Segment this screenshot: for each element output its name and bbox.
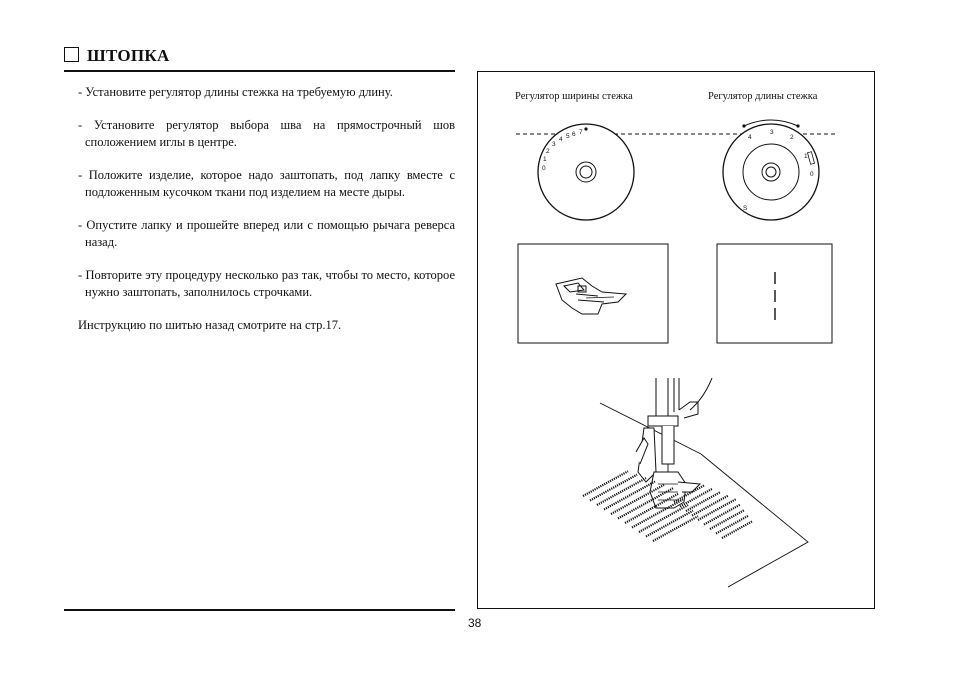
page-title — [64, 46, 170, 66]
instructions-block — [78, 84, 455, 350]
length-dial-mark: 4 — [748, 134, 752, 141]
width-dial-mark: 2 — [546, 148, 550, 155]
darning-stitch-row — [604, 481, 655, 509]
width-dial-mark: 7 — [579, 129, 583, 136]
instruction-step: - Положите изделие, которое надо заштопать, под лапку вместе с подложенным кусочком ткани под изделием на месте дыры. — [78, 168, 455, 199]
illustration-panel — [477, 71, 875, 609]
length-dial-mark: 2 — [790, 134, 794, 141]
width-dial-label: Регулятор ширины стежка — [515, 91, 633, 102]
checkbox-square-icon — [64, 47, 79, 62]
instruction-note: Инструкцию по шитью назад смотрите на стр.17. — [78, 318, 342, 332]
width-dial-mark: 3 — [552, 141, 556, 148]
width-dial-indicator-dot — [584, 127, 587, 130]
darning-illustration — [600, 378, 808, 587]
darning-stitch-row — [722, 522, 752, 539]
presser-foot-panel — [518, 244, 668, 343]
length-dial-mark: 3 — [770, 129, 774, 136]
darning-stitch-row — [698, 499, 736, 520]
width-dial-mark: 6 — [572, 131, 576, 138]
width-dial-mark: 4 — [559, 136, 563, 143]
stitch-width-dial — [538, 124, 634, 220]
width-dial-mark: 0 — [542, 165, 546, 172]
length-dial-mark: 0 — [810, 171, 814, 178]
darning-stitch-row — [639, 505, 688, 532]
page-number: 38 — [468, 616, 482, 630]
instruction-step: - Повторите эту процедуру несколько раз так, чтобы то место, которое нужно заштопать, заполнилось строчками. — [78, 268, 455, 299]
stitch-pattern-panel — [717, 244, 832, 343]
title-underline — [64, 70, 455, 72]
stitch-length-dial — [723, 120, 819, 220]
illustration-svg — [478, 72, 876, 610]
length-dial-label: Регулятор длины стежка — [708, 91, 818, 102]
length-dial-mark: S — [743, 205, 748, 212]
darning-stitch-row — [716, 516, 748, 534]
darning-stitch-row — [597, 478, 646, 505]
length-dial-mark: 1 — [804, 153, 808, 160]
width-dial-mark: 5 — [566, 133, 570, 140]
instruction-step: - Опустите лапку и прошейте вперед или с помощью рычага реверса назад. — [78, 218, 455, 249]
width-dial-mark: 1 — [543, 156, 547, 163]
instruction-step: - Установите регулятор длины стежка на требуемую длину. — [78, 85, 393, 99]
page-title-text: ШТОПКА — [87, 46, 170, 65]
bottom-rule — [64, 609, 455, 611]
instruction-step: - Установите регулятор выбора шва на прямострочный шов сположением иглы в центре. — [78, 118, 455, 149]
